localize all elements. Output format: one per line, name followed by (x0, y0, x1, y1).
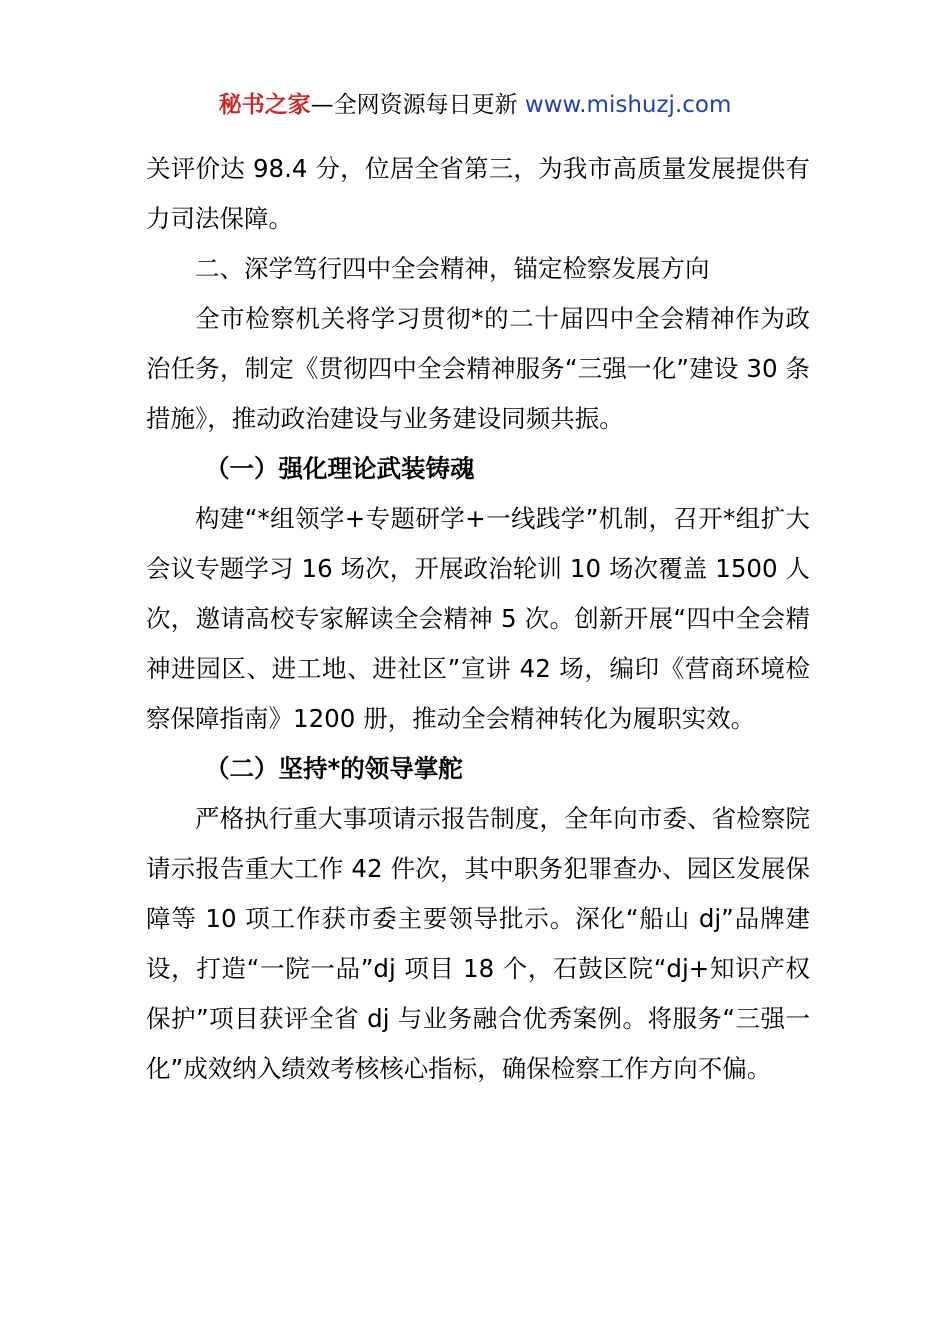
paragraph-continued: 关评价达 98.4 分，位居全省第三，为我市高质量发展提供有力司法保障。 (146, 154, 810, 233)
paragraph: 严格执行重大事项请示报告制度，全年向市委、省检察院请示报告重大工作 42 件次，其中职务犯罪查办、园区发展保障等 10 项工作获市委主要领导批示。深化“船山 dj”品牌建设，打造“一院一品”dj 项目 18 个，石鼓区院“dj+知识产权保护”项目获评全省 dj 与业务融合优秀案例。将服务“三强一化”成效纳入绩效考核核心指标，确保检察工作方向不偏。 (146, 804, 810, 1083)
site-header (0, 88, 950, 122)
subsection-heading: （二）坚持*的领导掌舵 (205, 754, 463, 783)
paragraph: 全市检察机关将学习贯彻*的二十届四中全会精神作为政治任务，制定《贯彻四中全会精神服务“三强一化”建设 30 条措施》，推动政治建设与业务建设同频共振。 (146, 304, 810, 433)
site-brand: 秘书之家 (218, 92, 311, 118)
section-heading: 二、深学笃行四中全会精神，锚定检察发展方向 (195, 254, 710, 283)
site-tagline: —全网资源每日更新 (310, 92, 525, 118)
document-body (146, 144, 810, 1094)
site-url-link[interactable]: www.mishuzj.com (524, 92, 732, 118)
subsection-heading: （一）强化理论武装铸魂 (205, 454, 475, 483)
paragraph: 构建“*组领学+专题研学+一线践学”机制，召开*组扩大会议专题学习 16 场次，开展政治轮训 10 场次覆盖 1500 人次，邀请高校专家解读全会精神 5 次。创新开展“四中全会精神进园区、进工地、进社区”宣讲 42 场，编印《营商环境检察保障指南》1200 册，推动全会精神转化为履职实效。 (146, 504, 810, 733)
